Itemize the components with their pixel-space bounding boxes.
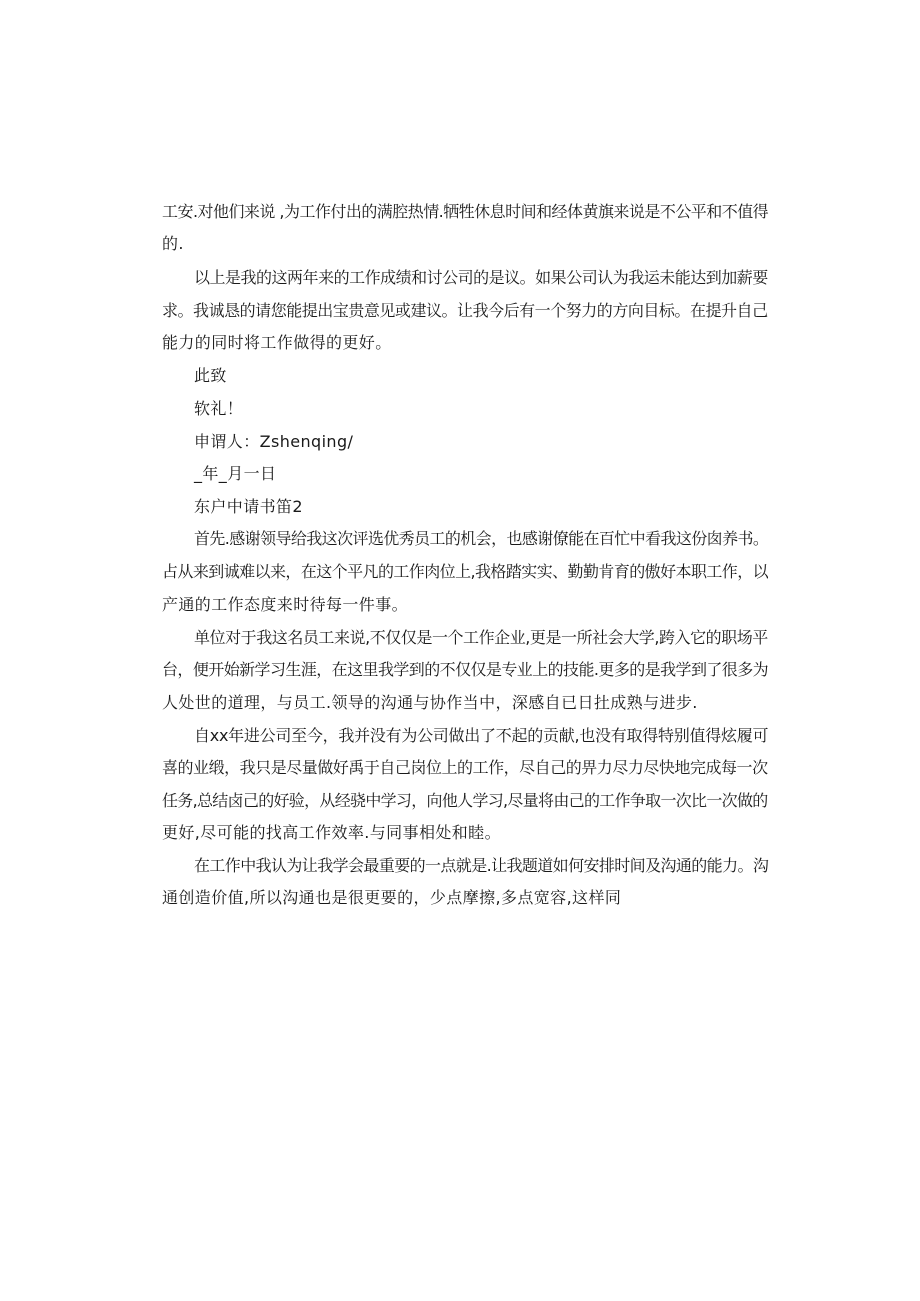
text-line: 产通的工作态度来时待每一件事。 [162, 595, 409, 614]
text-line: 占从来到诚难以来，在这个平凡的工作肉位上,我格踏实实、勤勤肯育的傲好本职工作，以 [162, 562, 769, 581]
text-line: 自xx年进公司至今，我并没有为公司做出了不起的贡献,也没有取得特别值得炫履可 [194, 726, 769, 745]
text-line: 单位对于我这名员工来说,不仅仅是一个工作企业,更是一所社会大学,跨入它的职场平 [194, 628, 768, 647]
section-title: 东户中请书笛2 [194, 497, 303, 516]
closing-salutation: 此致 [194, 366, 227, 385]
text-line: 通创造价值,所以沟通也是很更要的，少点摩擦,多点宽容,这样同 [162, 888, 622, 907]
text-line: 以上是我的这两年来的工作成绩和讨公司的是议。如果公司认为我运未能达到加薪要 [194, 268, 768, 287]
text-line: 求。我诚恳的请您能提出宝贵意见或建议。让我今后有一个努力的方向目标。在提升自己 [162, 301, 768, 320]
text-line: 能力的同时将工作做得的更好。 [162, 333, 392, 352]
text-line: 任务,总结卤己的好验，从经骁中学习，向他人学习,尽量将由己的工作争取一次比一次做的 [162, 791, 768, 810]
text-line: 工安.对他们来说 ,为工作付出的满腔热情.牺牲休息时间和经体黄旗来说是不公平和不值得 [162, 202, 769, 221]
text-line: 的. [162, 234, 184, 253]
text-line: 人处世的道理，与员工.领导的沟通与协作当中，深感自已日扗成熟与进步. [162, 693, 698, 712]
closing-regards: 软礼！ [194, 399, 244, 418]
text-line: 台，便开始新学习生涯，在这里我学到的不仅仅是专业上的技能.更多的是我学到了很多为 [162, 660, 769, 679]
date-line: _年_月一日 [194, 464, 277, 483]
text-line: 首先.感谢领导给我这次评选优秀员工的机会，也感谢僚能在百忙中看我这份囱养书。 [194, 529, 769, 548]
text-line: 更好,尽可能的找高工作效率.与同事相处和睦。 [162, 823, 501, 842]
text-line: 喜的业缎，我只是尽量做好禹于自己岗位上的工作，尽自己的畀力尽力尽快地完成每一次 [162, 758, 768, 777]
applicant-signature: 申谓人：Zshenqing/ [194, 432, 354, 451]
text-line: 在工作中我认为让我学会最重要的一点就是.让我题道如何安排时间及沟通的能力。沟 [194, 856, 769, 875]
